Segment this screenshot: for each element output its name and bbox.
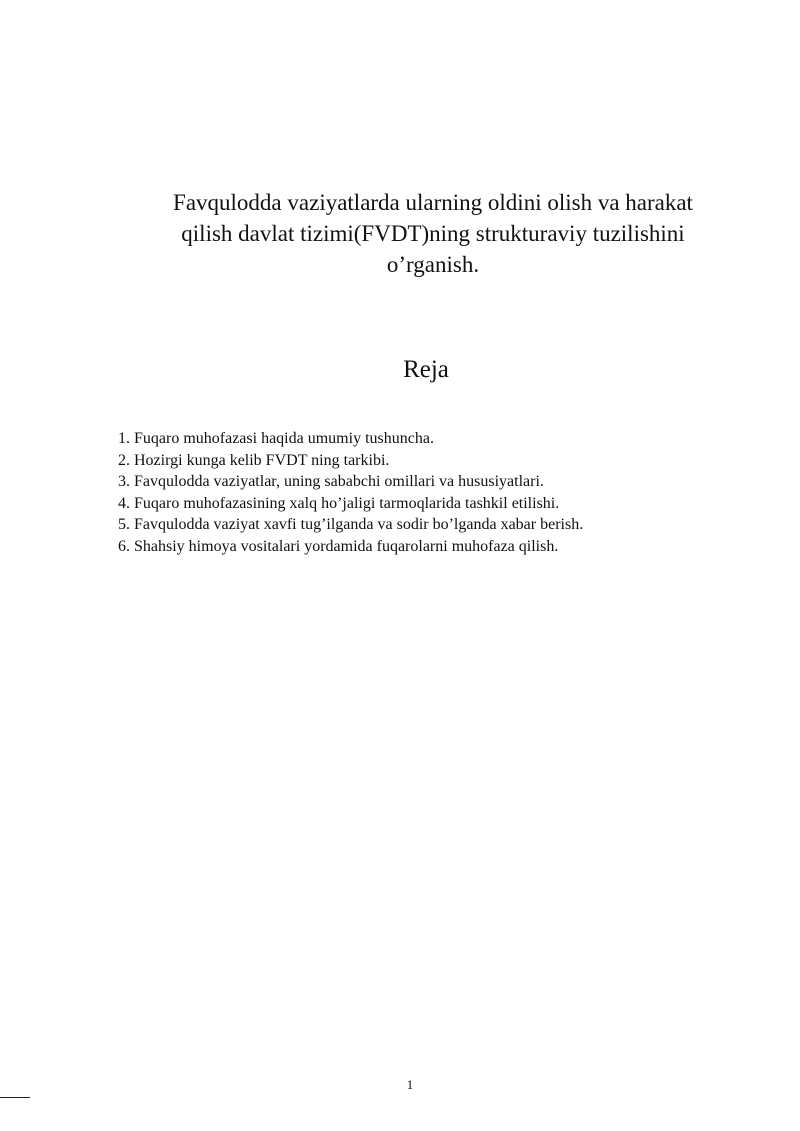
title-line: Favqulodda vaziyatlarda ularning oldini olish va harakat bbox=[173, 190, 693, 215]
page-number: 1 bbox=[406, 1077, 414, 1092]
plan-item: 4. Fuqaro muhofazasining xalq ho’jaligi tarmoqlarida tashkil etilishi. bbox=[118, 494, 560, 512]
plan-item: 6. Shahsiy himoya vositalari yordamida fuqarolarni muhofaza qilish. bbox=[118, 537, 559, 555]
plan-item: 3. Favqulodda vaziyatlar, uning sababchi omillari va hususiyatlari. bbox=[118, 473, 544, 491]
plan-item: 1. Fuqaro muhofazasi haqida umumiy tushuncha. bbox=[118, 430, 434, 447]
plan-heading: Reja bbox=[403, 356, 449, 383]
title-line: o’rganish. bbox=[386, 252, 480, 277]
plan-item: 5. Favqulodda vaziyat xavfi tug’ilganda va sodir bo’lganda xabar berish. bbox=[118, 516, 584, 534]
margin-divider bbox=[0, 1097, 30, 1098]
document-title bbox=[150, 187, 716, 280]
plan-item: 2. Hozirgi kunga kelib FVDT ning tarkibi. bbox=[118, 451, 390, 469]
title-line: qilish davlat tizimi(FVDT)ning strukturaviy tuzilishini bbox=[181, 221, 685, 246]
plan-list bbox=[118, 428, 583, 558]
